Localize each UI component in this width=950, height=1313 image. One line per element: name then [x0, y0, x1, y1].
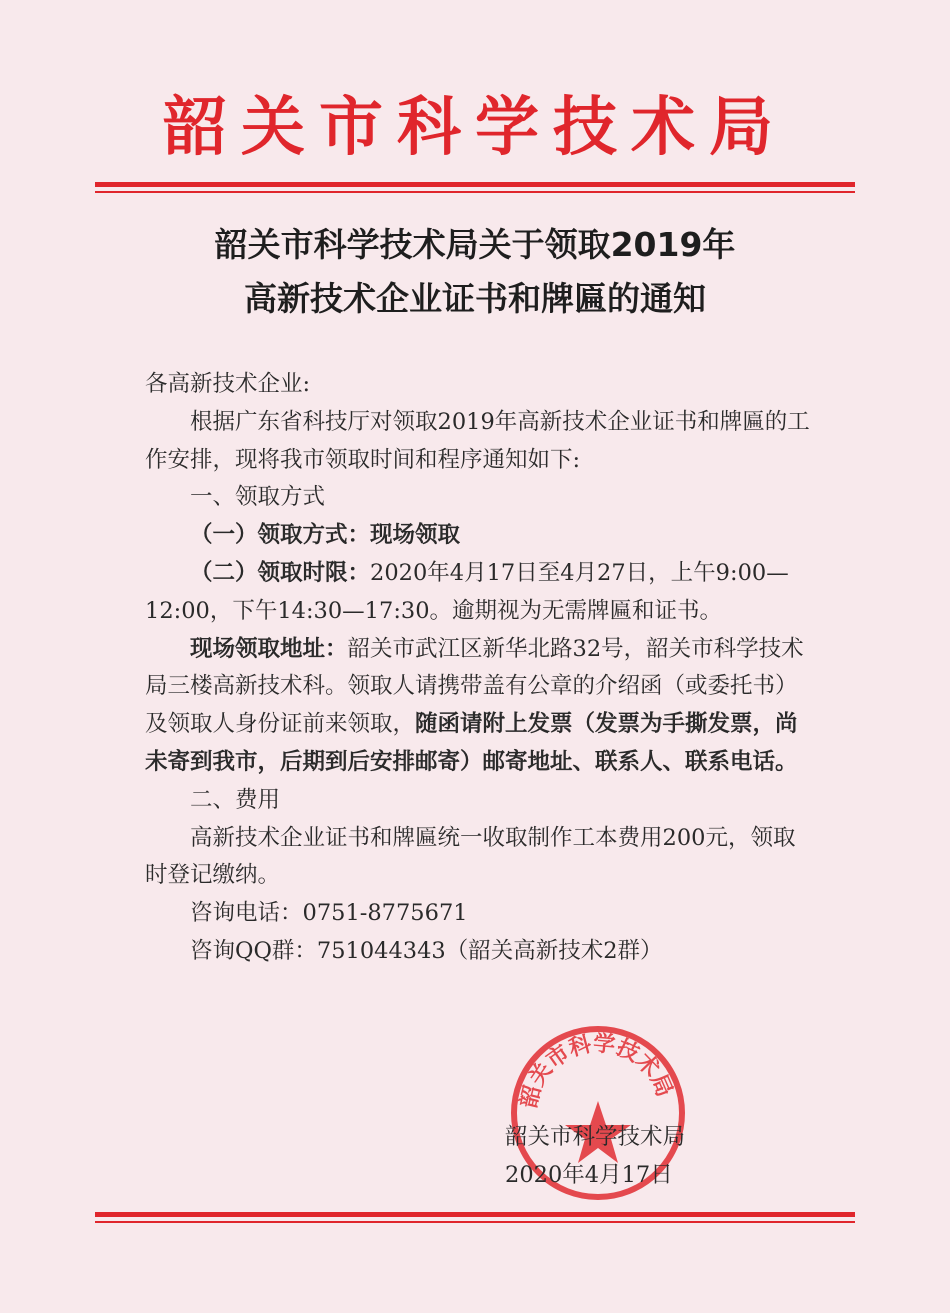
address-value: 韶关市武江区新华北路32号，韶关市科学技术局三楼高新技术科。领取人请携带盖有公章的介绍函（或委托书）及领取人身份证前来领取，: [145, 635, 804, 738]
document-title: [95, 218, 855, 326]
intro-paragraph: 根据广东省科技厅对领取2019年高新技术企业证书和牌匾的工作安排，现将我市领取时间和程序通知如下:: [145, 408, 810, 473]
address-bold-note: 随函请附上发票（发票为手撕发票，尚未寄到我市，后期到后安排邮寄）邮寄地址、联系人、联系电话。: [145, 711, 798, 775]
letterhead-rule-thin: [95, 191, 855, 193]
letterhead-rule-thick: [95, 182, 855, 187]
address-label: 现场领取地址：: [190, 635, 348, 662]
address-paragraph: [145, 631, 815, 782]
section2-heading: 二、费用: [190, 786, 281, 813]
document-title-line2: 高新技术企业证书和牌匾的通知: [244, 279, 706, 318]
fee-paragraph: 高新技术企业证书和牌匾统一收取制作工本费用200元，领取时登记缴纳。: [145, 824, 796, 889]
salutation: 各高新技术企业:: [145, 371, 311, 397]
footer-rule-thin: [95, 1221, 855, 1223]
footer-rule-thick: [95, 1212, 855, 1217]
phone-line: 咨询电话：0751-8775671: [190, 900, 468, 927]
item2-value: 2020年4月17日至4月27日，上午9:00—12:00，下午14:30—17:30。逾期视为无需牌匾和证书。: [145, 559, 789, 624]
document-body: [145, 366, 815, 971]
item1-label: （一）领取方式：: [190, 522, 371, 549]
letterhead-org-name: 韶关市科学技术局: [163, 90, 787, 165]
signature-date: 2020年4月17日: [505, 1162, 673, 1188]
seal-text: 韶关市科学技术局: [515, 1030, 678, 1111]
item2-paragraph: [145, 555, 815, 631]
section1-heading: 一、领取方式: [190, 484, 326, 511]
document-title-line1: 韶关市科学技术局关于领取2019年: [214, 225, 736, 264]
signature-block: [505, 1118, 765, 1194]
item1-paragraph: [145, 517, 815, 555]
item1-value: 现场领取: [370, 522, 461, 549]
item2-label: （二）领取时限：: [190, 559, 371, 586]
qq-line: 咨询QQ群：751044343（韶关高新技术2群）: [190, 937, 663, 964]
signature-org: 韶关市科学技术局: [505, 1124, 686, 1150]
